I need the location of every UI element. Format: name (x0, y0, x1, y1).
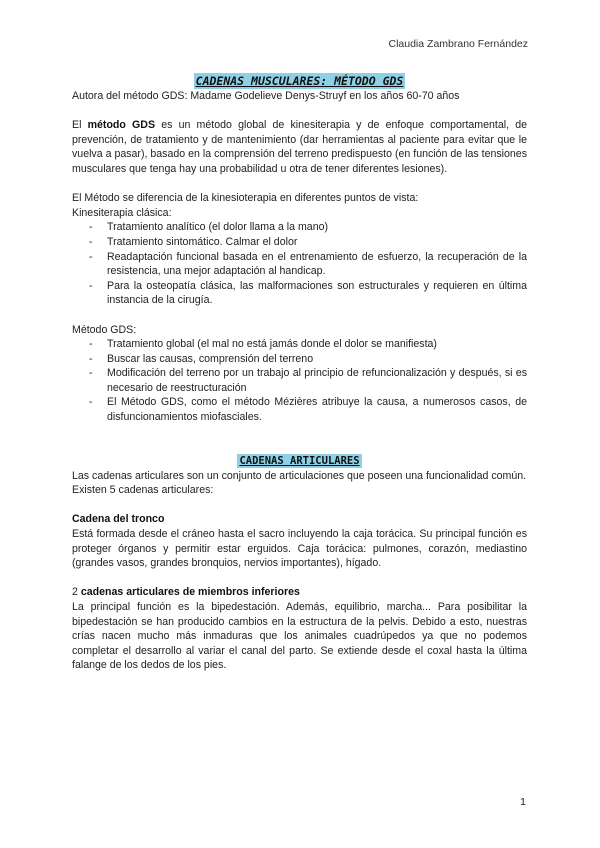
gds-list (72, 337, 527, 425)
spacer (72, 425, 527, 453)
intro-paragraph (72, 118, 527, 176)
document-body (72, 72, 527, 673)
spacer (72, 498, 527, 513)
lower-heading-text: cadenas articulares de miembros inferiores (80, 586, 300, 599)
list-item: - Readaptación funcional basada en el entrenamiento de esfuerzo, la recuperación de la resistencia, una mejor adaptación al handicap. (107, 250, 527, 279)
articular-count: Existen 5 cadenas articulares: (72, 484, 214, 497)
lower-heading (72, 585, 527, 600)
list-item: - El Método GDS, como el método Mézières atribuye la causa, a numerosos casos, de disfuncionamientos miofasciales. (107, 395, 527, 424)
page-number: 1 (520, 796, 526, 808)
list-item: - Modificación del terreno por un trabajo al principio de refuncionalización y después, si es necesario de reestructuración (107, 366, 527, 395)
classic-list (72, 220, 527, 308)
difference-intro: El Método se diferencia de la kinesioterapia en diferentes puntos de vista: (72, 192, 419, 205)
spacer (72, 177, 527, 192)
intro-prefix: El (72, 119, 88, 132)
gds-label: Método GDS: (72, 323, 137, 336)
document-subtitle: Autora del método GDS: Madame Godelieve Denys-Struyf en los años 60-70 años (72, 90, 460, 102)
list-item: - Tratamiento sintomático. Calmar el dolor (107, 235, 527, 250)
document-title-text: CADENAS MUSCULARES: MÉTODO GDS (195, 74, 404, 88)
spacer (72, 308, 527, 323)
intro-bold: método GDS (87, 119, 156, 132)
section-title-text: CADENAS ARTICULARES (239, 454, 360, 467)
list-item: - Tratamiento analítico (el dolor llama a la mano) (107, 220, 527, 235)
document-title (72, 72, 527, 89)
classic-label: Kinesiterapia clásica: (72, 206, 172, 219)
list-item: - Buscar las causas, comprensión del terreno (107, 352, 527, 367)
section-title (72, 453, 527, 469)
trunk-heading: Cadena del tronco (72, 513, 165, 526)
trunk-paragraph: Está formada desde el cráneo hasta el sacro incluyendo la caja torácica. Su principal función es proteger órganos y permitir estar erguidos. Caja torácica: pulmones, corazón, mediastino (grandes vasos, grandes bronquios, nervios importantes), hígado. (72, 528, 527, 570)
articular-intro: Las cadenas articulares son un conjunto de articulaciones que poseen una funcionalidad común. (72, 469, 527, 482)
spacer (72, 571, 527, 586)
header-author: Claudia Zambrano Fernández (388, 38, 528, 50)
lower-heading-number: 2 (72, 586, 81, 599)
intro-rest: es un método global de kinesiterapia y de enfoque comportamental, de prevención, de tratamiento y de mantenimiento (dar herramientas al paciente para evitar que le vuelva a pasar), basado en la comprensión del terreno predispuesto (en función de las tensiones musculares que tenga hay una probabilidad u otra de tener diferentes lesiones). (72, 119, 527, 175)
lower-paragraph: La principal función es la bipedestación. Además, equilibrio, marcha... Para posibilitar la bipedestación se han producido cambios en la estructura de la pelvis. Debido a esto, nuestras crías nacen mucho más inmaduras que los animales cuadrúpedos ya que no podemos completar el desarrollo al variar el canal del parto. Se extiende desde el coxal hasta la última falange de los dedos de los pies. (72, 601, 527, 672)
list-item: - Para la osteopatía clásica, las malformaciones son estructurales y requieren en última instancia de la cirugía. (107, 279, 527, 308)
spacer (72, 104, 527, 119)
list-item: - Tratamiento global (el mal no está jamás donde el dolor se manifiesta) (107, 337, 527, 352)
